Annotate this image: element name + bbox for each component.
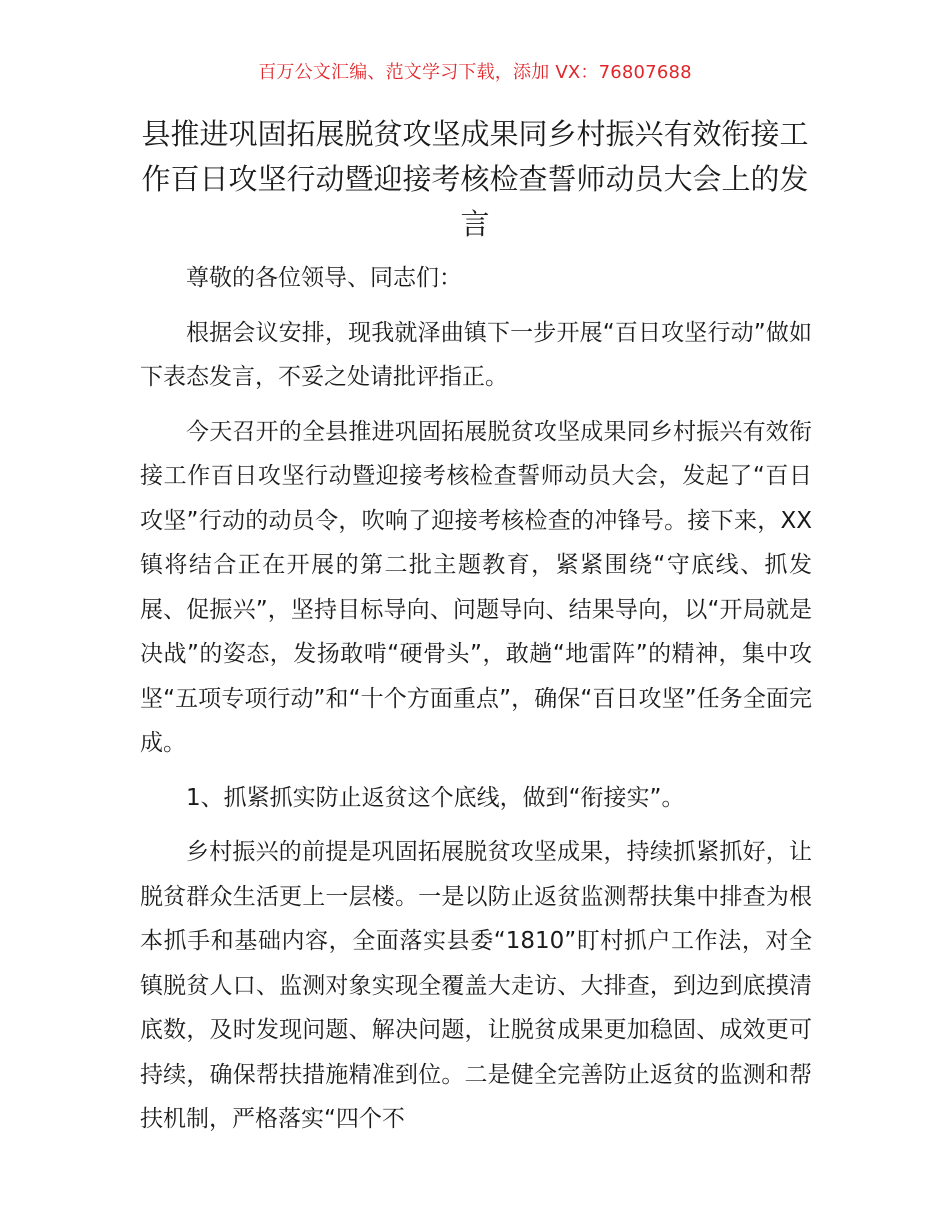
salutation-paragraph: 尊敬的各位领导、同志们：	[186, 265, 462, 291]
intro-paragraph: 根据会议安排，现我就泽曲镇下一步开展“百日攻坚行动”做如下表态发言，不妥之处请批评指正。	[140, 319, 812, 390]
watermark-header: 百万公文汇编、范文学习下载，添加 VX：76807688	[258, 62, 692, 83]
document-title: 县推进巩固拓展脱贫攻坚成果同乡村振兴有效衔接工作百日攻坚行动暨迎接考核检查誓师动员大会上的发言	[141, 117, 809, 241]
body-paragraph: 乡村振兴的前提是巩固拓展脱贫攻坚成果，持续抓紧抓好，让脱贫群众生活更上一层楼。一是以防止返贫监测帮扶集中排查为根本抓手和基础内容，全面落实县委“1810”盯村抓户工作法，对全镇脱贫人口、监测对象实现全覆盖大走访、大排查，到边到底摸清底数，及时发现问题、解决问题，让脱贫成果更加稳固、成效更可持续，确保帮扶措施精准到位。二是健全完善防止返贫的监测和帮扶机制，严格落实“四个不	[140, 839, 812, 1132]
body-paragraph: 今天召开的全县推进巩固拓展脱贫攻坚成果同乡村振兴有效衔接工作百日攻坚行动暨迎接考核检查誓师动员大会，发起了“百日攻坚”行动的动员令，吹响了迎接考核检查的冲锋号。接下来，XX 镇将结合正在开展的第二批主题教育，紧紧围绕“守底线、抓发展、促振兴”，坚持目标导向、问题导向、结果导向，以“开局就是决战”的姿态，发扬敢啃“硬骨头”，敢趟“地雷阵”的精神，集中攻坚“五项专项行动”和“十个方面重点”，确保“百日攻坚”任务全面完成。	[140, 418, 812, 756]
section-heading: 1、抓紧抓实防止返贫这个底线，做到“衔接实”。	[186, 784, 685, 811]
document-body	[140, 256, 812, 1152]
